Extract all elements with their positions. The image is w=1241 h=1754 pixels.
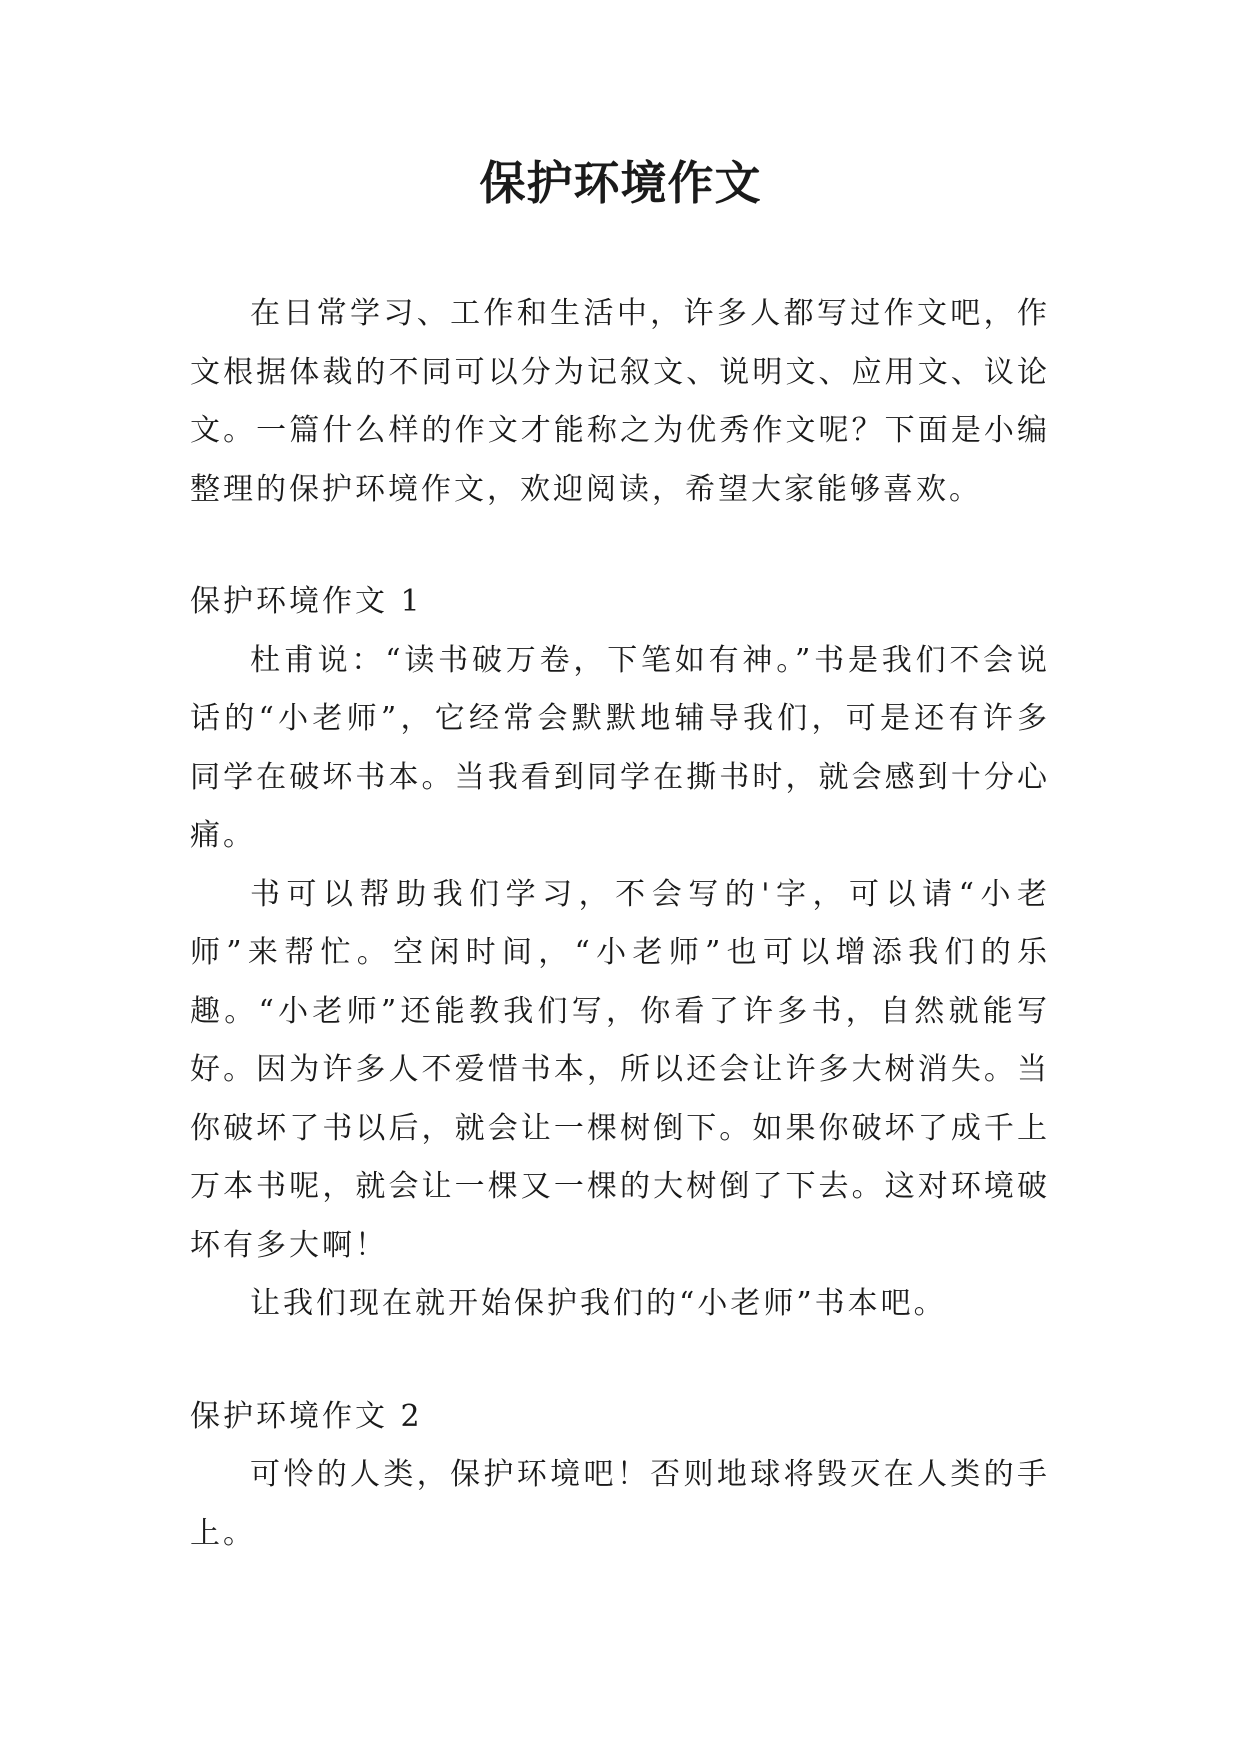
intro-paragraph: 在日常学习、工作和生活中，许多人都写过作文吧，作文根据体裁的不同可以分为记叙文、说明文、应用文、议论文。一篇什么样的作文才能称之为优秀作文呢？下面是小编整理的保护环境作文，欢迎阅读，希望大家能够喜欢。 — [190, 296, 1050, 507]
document-body — [190, 285, 1050, 1563]
essay-section-2 — [190, 1388, 1050, 1564]
section-1-paragraph-1: 杜甫说：“读书破万卷，下笔如有神。”书是我们不会说话的“小老师”，它经常会默默地辅导我们，可是还有许多同学在破坏书本。当我看到同学在撕书时，就会感到十分心痛。 — [190, 642, 1050, 853]
section-2-paragraph-1: 可怜的人类，保护环境吧！否则地球将毁灭在人类的手上。 — [190, 1457, 1050, 1551]
essay-section-1 — [190, 573, 1050, 1334]
section-1-paragraph-3: 让我们现在就开始保护我们的“小老师”书本吧。 — [250, 1286, 947, 1321]
document-title: 保护环境作文 — [479, 156, 762, 210]
section-heading-2: 保护环境作文 2 — [190, 1398, 423, 1434]
section-heading-1: 保护环境作文 1 — [190, 584, 423, 619]
section-1-paragraph-2: 书可以帮助我们学习，不会写的'字，可以请“小老师”来帮忙。空闲时间，“小老师”也可以增添我们的乐趣。“小老师”还能教我们写，你看了许多书，自然就能写好。因为许多人不爱惜书本，所以还会让许多大树消失。当你破坏了书以后，就会让一棵树倒下。如果你破坏了成千上万本书呢，就会让一棵又一棵的大树倒了下去。这对环境破坏有多大啊！ — [190, 876, 1050, 1263]
section-spacer — [190, 1334, 1050, 1388]
